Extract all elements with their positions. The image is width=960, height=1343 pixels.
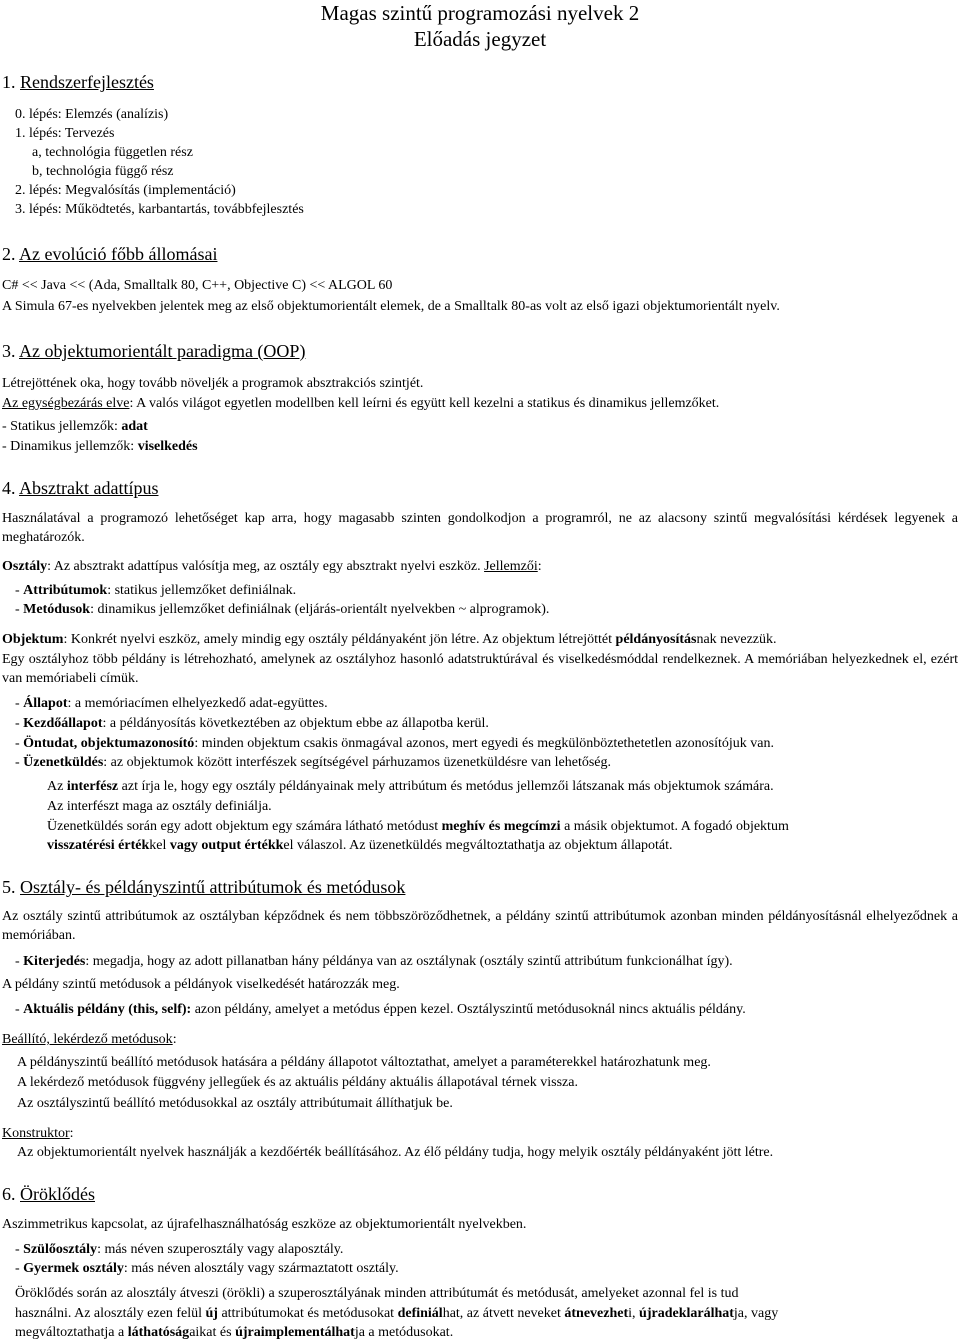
paragraph-line: Aszimmetrikus kapcsolat, az újrafelhasználhatóság eszköze az objektumorientált nyelvekben. xyxy=(2,1217,527,1232)
paragraph-line: Konstruktor: xyxy=(2,1126,74,1141)
paragraph-line: Létrejöttének oka, hogy tovább növeljék a programok absztrakciós szintjét. xyxy=(2,376,424,391)
section-3-heading: 3. Az objektumorientált paradigma (OOP) xyxy=(2,341,306,361)
paragraph-line: Osztály: Az absztrakt adattípus valósítja meg, az osztály egy absztrakt nyelvi eszköz. Jellemzői: xyxy=(2,559,542,574)
list-item: - Szülőosztály: más néven szuperosztály vagy alaposztály. xyxy=(15,1242,344,1257)
list-item: - Gyermek osztály: más néven alosztály vagy származtatott osztály. xyxy=(15,1261,399,1276)
list-item: - Statikus jellemzők: adat xyxy=(2,419,148,434)
paragraph-line: C# << Java << (Ada, Smalltalk 80, C++, Objective C) << ALGOL 60 xyxy=(2,278,393,293)
list-item: - Attribútumok: statikus jellemzőket definiálnak. xyxy=(15,583,297,598)
paragraph-line: Az interfész azt írja le, hogy egy osztály példányainak mely attribútum és metódus jellemzői látszanak más objektumok számára. xyxy=(47,779,774,794)
paragraph-line: Üzenetküldés során egy adott objektum egy számára látható metódust meghív és megcímzi a másik objektumot. A fogadó objektum xyxy=(47,819,789,834)
paragraph: Használatával a programozó lehetőséget kap arra, hogy magasabb szinten gondolkodjon a programról, ne az alacsony szintű megvalósítási kérdések legyenek a meghatározók. xyxy=(2,511,958,545)
paragraph: Egy osztályhoz több példány is létrehozható, amelynek az osztályhoz hasonló adatstruktúrával és viselkedésmóddal rendelkeznek. A memóriában helyezkednek el, ezért van memóriabeli címük. xyxy=(2,652,958,686)
list-item: - Üzenetküldés: az objektumok között interfészek segítségével párhuzamos üzenetküldésre van lehetőség. xyxy=(15,755,612,770)
section-4-heading: 4. Absztrakt adattípus xyxy=(2,478,159,498)
list-item: a, technológia független rész xyxy=(32,145,193,160)
paragraph-line: megváltoztathatja a láthatóságaikat és újraimplementálhatja a metódusokat. xyxy=(15,1325,454,1340)
paragraph: Az osztály szintű attribútumok az osztályban képződnek és nem többszöröződhetnek, a példány szintű attribútumok azonban minden példányosításnál elhelyeződnek a memóriában. xyxy=(2,909,958,943)
paragraph-line: Az objektumorientált nyelvek használják a kezdőérték beállításához. Az élő példány tudja, hogy melyik osztály példányaként jött létre. xyxy=(17,1145,774,1160)
section-6-heading: 6. Öröklődés xyxy=(2,1184,95,1204)
document-title: Magas szintű programozási nyelvek 2 xyxy=(320,1,640,25)
paragraph-line: A példány szintű metódusok a példányok viselkedését határozzák meg. xyxy=(2,977,400,992)
list-item: - Állapot: a memóriacímen elhelyezkedő adat-együttes. xyxy=(15,696,328,711)
list-item: b, technológia függő rész xyxy=(32,164,174,179)
paragraph-line: A Simula 67-es nyelvekben jelentek meg az első objektumorientált elemek, de a Smalltalk 80-as volt az első igazi objektumorientált nyelv. xyxy=(2,299,780,314)
list-item: - Öntudat, objektumazonosító: minden objektum csakis önmagával azonos, mert egyedi és megkülönböztethetetlen azonosítójuk van. xyxy=(15,736,774,751)
section-2-heading: 2. Az evolúció főbb állomásai xyxy=(2,244,218,264)
paragraph-line: Az egységbezárás elve: A valós világot egyetlen modellben kell leírni és együtt kell kezelni a statikus és dinamikus jellemzőket. xyxy=(2,396,720,411)
list-item: - Kezdőállapot: a példányosítás következtében az objektum ebbe az állapotba kerül. xyxy=(15,716,489,731)
list-item: 0. lépés: Elemzés (analízis) xyxy=(15,107,169,122)
list-item: 2. lépés: Megvalósítás (implementáció) xyxy=(15,183,236,198)
document-subtitle: Előadás jegyzet xyxy=(413,27,547,51)
list-item: - Aktuális példány (this, self): azon példány, amelyet a metódus éppen kezel. Osztályszintű metódusoknál nincs aktuális példány. xyxy=(15,1002,746,1017)
paragraph-line: Az interfészt maga az osztály definiálja. xyxy=(47,799,272,814)
paragraph-line: használni. Az alosztály ezen felül új attribútumokat és metódusokat definiálhat, az átvett neveket átnevezheti, újradeklarálhatja, vagy xyxy=(15,1306,779,1321)
paragraph-line: Beállító, lekérdező metódusok: xyxy=(2,1032,177,1047)
paragraph-line: Az osztályszintű beállító metódusokkal az osztály attribútumait állíthatjuk be. xyxy=(17,1096,453,1111)
paragraph-line: Objektum: Konkrét nyelvi eszköz, amely mindig egy osztály példányaként jön létre. Az objektum létrejöttét példányosításnak nevezzük. xyxy=(2,632,777,647)
list-item: 3. lépés: Működtetés, karbantartás, továbbfejlesztés xyxy=(15,202,304,217)
list-item: 1. lépés: Tervezés xyxy=(15,126,115,141)
list-item: - Kiterjedés: megadja, hogy az adott pillanatban hány példánya van az osztálynak (osztály szintű attribútum funkcionálhat így). xyxy=(15,954,733,969)
paragraph-line: A lekérdező metódusok függvény jellegűek és az aktuális példány aktuális állapotával térnek vissza. xyxy=(17,1075,578,1090)
list-item: - Metódusok: dinamikus jellemzőket definiálnak (eljárás-orientált nyelvekben ~ alprogramok). xyxy=(15,602,550,617)
list-item: - Dinamikus jellemzők: viselkedés xyxy=(2,439,198,454)
section-1-heading: 1. Rendszerfejlesztés xyxy=(2,72,154,92)
section-5-heading: 5. Osztály- és példányszintű attribútumok és metódusok xyxy=(2,877,406,897)
paragraph-line: visszatérési értékkel vagy output értékkel válaszol. Az üzenetküldés megváltoztathatja az objektum állapotát. xyxy=(47,838,673,853)
paragraph-line: Öröklődés során az alosztály átveszi (örökli) a szuperosztályának minden attribútumát és metódusát, amelyeket azonnal fel is tud xyxy=(15,1286,739,1301)
paragraph-line: A példányszintű beállító metódusok hatására a példány állapotot változtathat, amelyet a paraméterekkel határozhatunk meg. xyxy=(17,1055,711,1070)
